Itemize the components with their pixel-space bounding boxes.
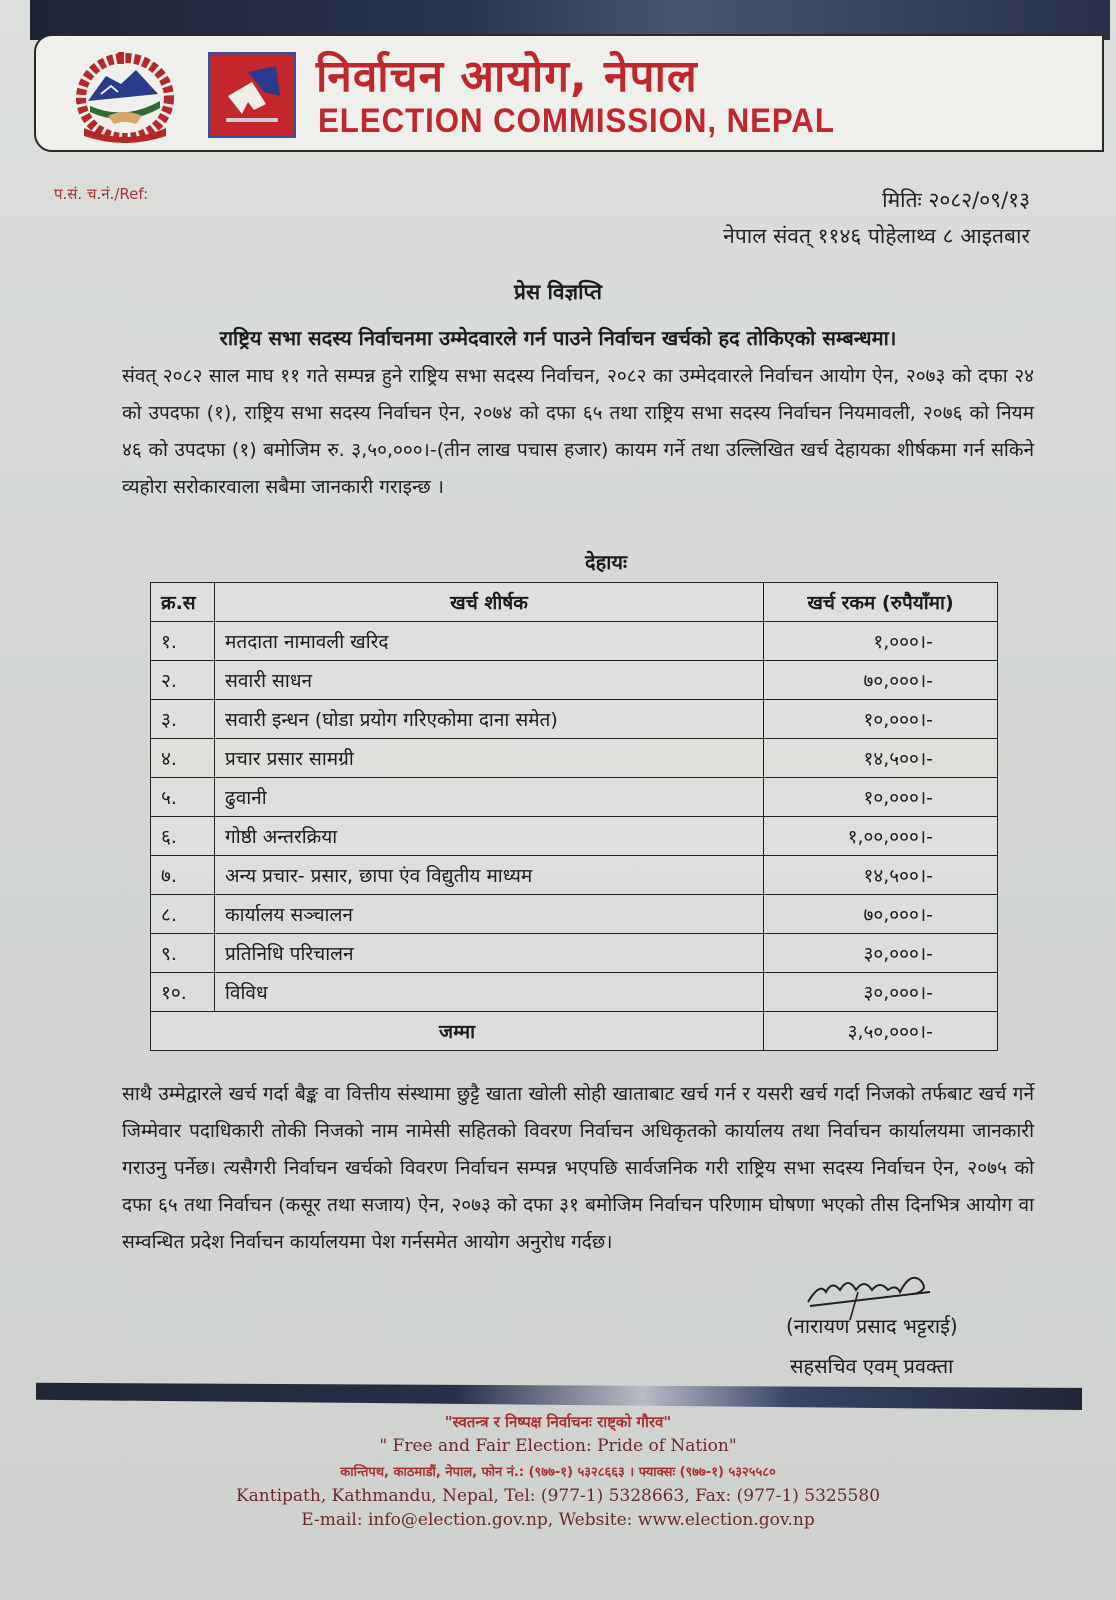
signatory-designation: सहसचिव एवम् प्रवक्ता bbox=[790, 1354, 954, 1378]
paragraph-intro: संवत् २०८२ साल माघ ११ गते सम्पन्न हुने राष्ट्रिय सभा सदस्य निर्वाचन, २०८२ का उम्मेदवारले निर्वाचन आयोग ऐन, २०७३ को दफा २४ को उपदफा (१), राष्ट्रिय सभा सदस्य निर्वाचन ऐन, २०७४ को दफा ६५ तथा राष्ट्रिय सभा सदस्य निर्वाचन नियमावली, २०७६ को नियम ४६ को उपदफा (१) बमोजिम रु. ३,५०,०००।-(तीन लाख पचास हजार) कायम गर्ने तथा उल्लिखित खर्च देहायका शीर्षकमा गर्न सकिने व्यहोरा सरोकारवाला सबैमा जानकारी गराइन्छ । bbox=[122, 365, 1034, 498]
row-serial: ७. bbox=[151, 856, 215, 895]
address-nepali: कान्तिपथ, काठमाडौं, नेपाल, फोन नं.: (९७७-१) ५३२८६६३ । फ्याक्सः (९७७-१) ५३२५५८० bbox=[340, 1465, 776, 1480]
expense-limit-table bbox=[150, 582, 998, 1051]
row-heading: ढुवानी bbox=[215, 778, 764, 817]
ballot-box-logo-icon bbox=[208, 52, 296, 138]
table-row bbox=[151, 817, 998, 856]
row-serial: ४. bbox=[151, 739, 215, 778]
row-amount: १,००,०००।- bbox=[764, 817, 998, 856]
press-release-title: प्रेस विज्ञप्ति bbox=[514, 280, 602, 304]
row-heading: प्रचार प्रसार सामग्री bbox=[215, 739, 764, 778]
header-amount: खर्च रकम (रुपैयाँमा) bbox=[764, 583, 998, 622]
row-heading: विविध bbox=[215, 973, 764, 1012]
row-amount: ७०,०००।- bbox=[764, 895, 998, 934]
nepal-emblem-icon bbox=[66, 46, 184, 146]
table-row bbox=[151, 661, 998, 700]
table-row bbox=[151, 739, 998, 778]
row-serial: २. bbox=[151, 661, 215, 700]
row-amount: १४,५००।- bbox=[764, 739, 998, 778]
date: मितिः २०८२/०९/१३ bbox=[882, 188, 1030, 212]
row-heading: सवारी साधन bbox=[215, 661, 764, 700]
row-serial: ३. bbox=[151, 700, 215, 739]
row-amount: १,०००।- bbox=[764, 622, 998, 661]
letterhead bbox=[34, 34, 1104, 152]
table-row bbox=[151, 700, 998, 739]
motto-english: " Free and Fair Election: Pride of Nation" bbox=[379, 1436, 737, 1456]
paragraph-instructions: साथै उम्मेद्वारले खर्च गर्दा बैङ्क वा वित्तीय संस्थामा छुट्टै खाता खोली सोही खाताबाट खर्च गर्न र यसरी खर्च गर्दा निजको तर्फबाट खर्च गर्ने जिम्मेवार पदाधिकारी तोकी निजको नाम नामेसी सहितको विवरण निर्वाचन अधिकृतको कार्यालय तथा निर्वाचन कार्यालयमा जानकारी गराउनु पर्नेछ। त्यसैगरी निर्वाचन खर्चको विवरण निर्वाचन सम्पन्न भएपछि सार्वजनिक गरी राष्ट्रिय सभा सदस्य निर्वाचन ऐन, २०७५ को दफा ६५ तथा निर्वाचन (कसूर तथा सजाय) ऐन, २०७३ को दफा ३१ बमोजिम निर्वाचन परिणाम घोषणा भएको तीस दिनभित्र आयोग वा सम्वन्धित प्रदेश निर्वाचन कार्यालयमा पेश गर्नसमेत आयोग अनुरोध गर्दछ। bbox=[122, 1083, 1034, 1253]
address-english: Kantipath, Kathmandu, Nepal, Tel: (977-1) 5328663, Fax: (977-1) 5325580 bbox=[235, 1486, 881, 1506]
nepal-samvat-date: नेपाल संवत् ११४६ पोहेलाथ्व ८ आइतबार bbox=[723, 224, 1030, 248]
reference-label: प.सं. च.नं./Ref: bbox=[54, 185, 149, 203]
subject-line: राष्ट्रिय सभा सदस्य निर्वाचनमा उम्मेदवारले गर्न पाउने निर्वाचन खर्चको हद तोकिएको सम्बन्धमा। bbox=[219, 326, 897, 350]
total-amount: ३,५०,०००।- bbox=[764, 1012, 998, 1051]
contact-info: E-mail: info@election.gov.np, Website: www.election.gov.np bbox=[301, 1510, 815, 1530]
row-heading: सवारी इन्धन (घोडा प्रयोग गरिएकोमा दाना समेत) bbox=[215, 700, 764, 739]
row-amount: १०,०००।- bbox=[764, 778, 998, 817]
row-amount: १४,५००।- bbox=[764, 856, 998, 895]
table-row bbox=[151, 622, 998, 661]
row-serial: १. bbox=[151, 622, 215, 661]
signatory-name: (नारायण प्रसाद भट्टराई) bbox=[786, 1314, 958, 1338]
table-row bbox=[151, 778, 998, 817]
row-amount: ७०,०००।- bbox=[764, 661, 998, 700]
table-row bbox=[151, 895, 998, 934]
total-label: जम्मा bbox=[151, 1012, 764, 1051]
row-amount: ३०,०००।- bbox=[764, 934, 998, 973]
table-header-row bbox=[151, 583, 998, 622]
commission-title-nepali: निर्वाचन आयोग, नेपाल bbox=[316, 51, 698, 102]
commission-title-english: ELECTION COMMISSION, NEPAL bbox=[318, 102, 835, 140]
row-heading: प्रतिनिधि परिचालन bbox=[215, 934, 764, 973]
row-serial: ८. bbox=[151, 895, 215, 934]
row-heading: अन्य प्रचार- प्रसार, छापा एंव विद्युतीय माध्यम bbox=[215, 856, 764, 895]
row-heading: मतदाता नामावली खरिद bbox=[215, 622, 764, 661]
table-row bbox=[151, 856, 998, 895]
table-total-row bbox=[151, 1012, 998, 1051]
footer-bar bbox=[36, 1376, 1082, 1410]
row-amount: ३०,०००।- bbox=[764, 973, 998, 1012]
row-amount: १०,०००।- bbox=[764, 700, 998, 739]
row-heading: गोष्ठी अन्तरक्रिया bbox=[215, 817, 764, 856]
row-heading: कार्यालय सञ्चालन bbox=[215, 895, 764, 934]
row-serial: ५. bbox=[151, 778, 215, 817]
header-expense-heading: खर्च शीर्षक bbox=[215, 583, 764, 622]
row-serial: १०. bbox=[151, 973, 215, 1012]
row-serial: ९. bbox=[151, 934, 215, 973]
row-serial: ६. bbox=[151, 817, 215, 856]
motto-nepali: "स्वतन्त्र र निष्पक्ष निर्वाचनः राष्ट्को गौरव" bbox=[444, 1413, 672, 1431]
table-row bbox=[151, 934, 998, 973]
table-row bbox=[151, 973, 998, 1012]
header-serial: क्र.स bbox=[151, 583, 215, 622]
following-label: देहायः bbox=[585, 550, 628, 574]
